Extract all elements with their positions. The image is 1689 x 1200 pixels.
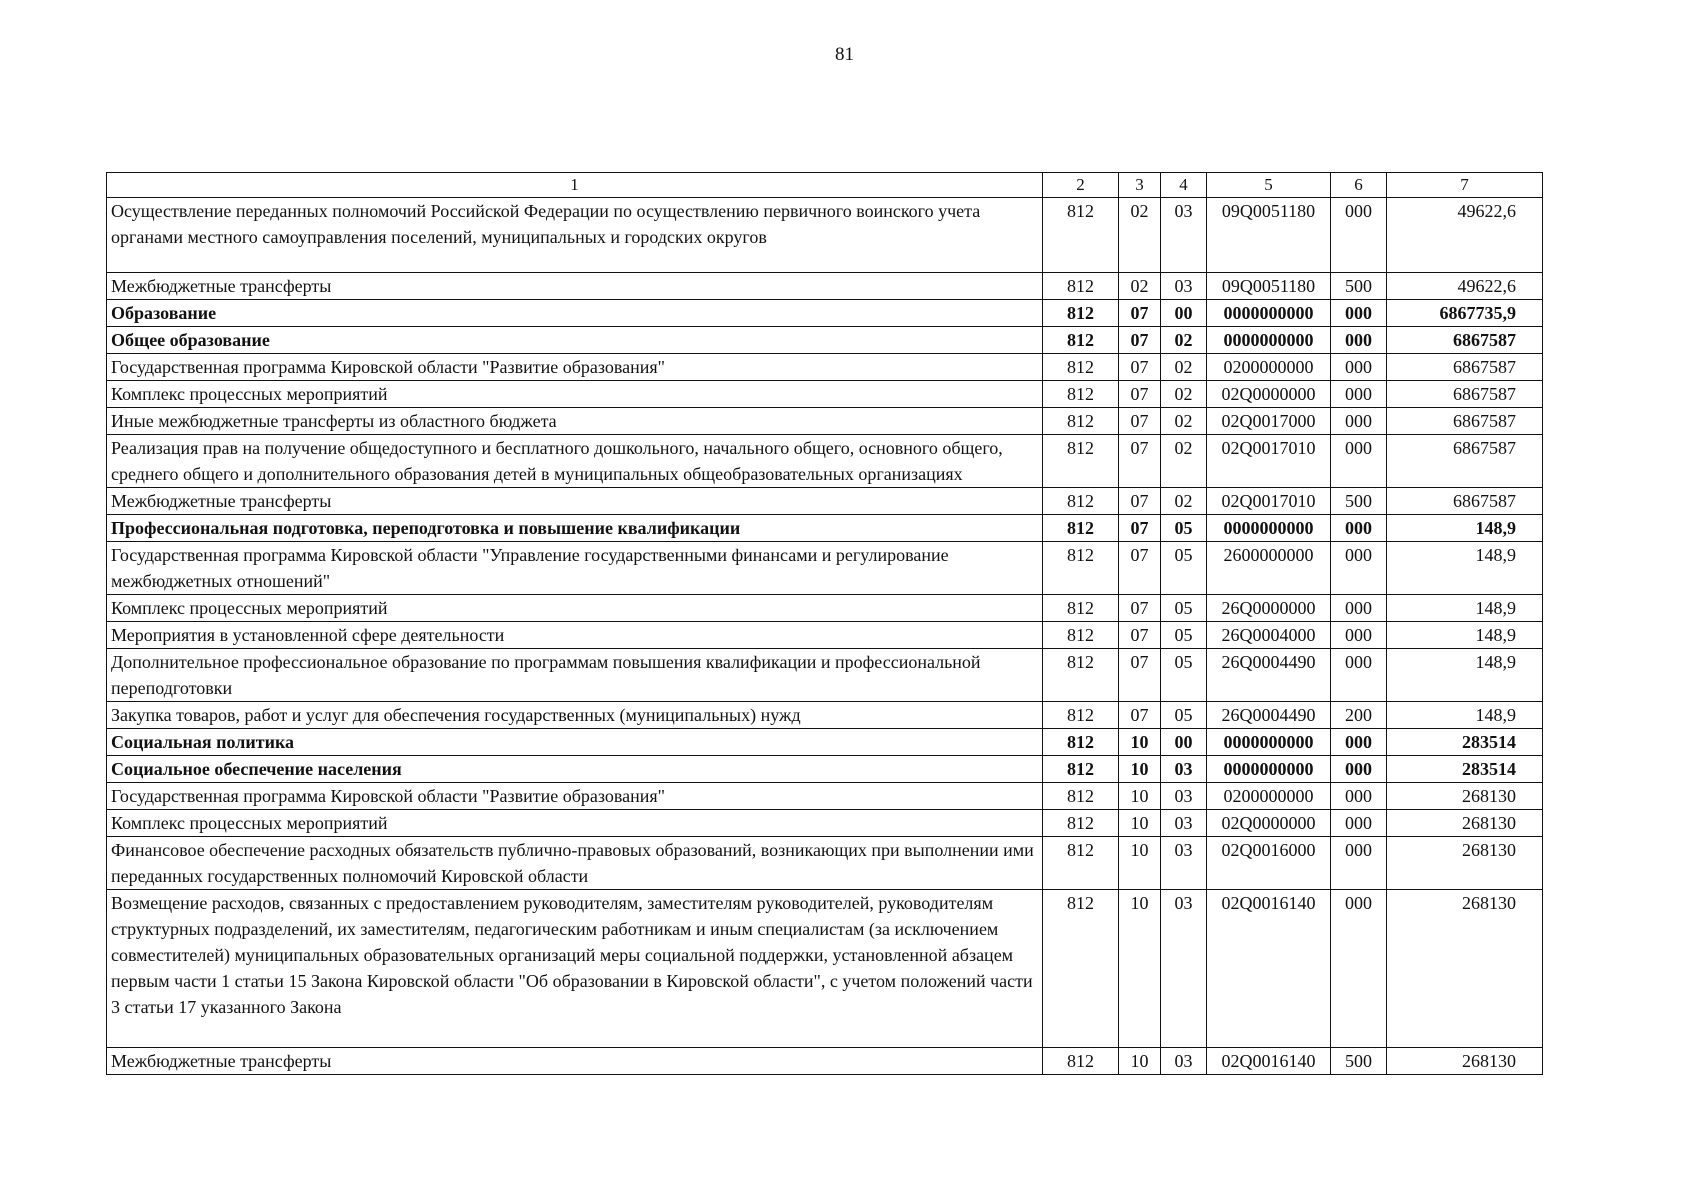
row-amount-cell: 148,9 xyxy=(1387,595,1543,622)
row-subsection-cell: 02 xyxy=(1161,488,1207,515)
row-section-cell: 10 xyxy=(1119,756,1161,783)
row-name-cell: Мероприятия в установленной сфере деятельности xyxy=(107,622,1043,649)
row-section-cell: 07 xyxy=(1119,488,1161,515)
row-name-cell: Реализация прав на получение общедоступного и бесплатного дошкольного, начального общего, основного общего, среднего общего и дополнительного образования детей в муниципальных общеобразовательных организациях xyxy=(107,435,1043,488)
row-expense-type-cell: 000 xyxy=(1331,300,1387,327)
table-row xyxy=(107,837,1543,890)
row-subsection-cell: 02 xyxy=(1161,381,1207,408)
row-expense-type-cell: 000 xyxy=(1331,515,1387,542)
row-name-cell: Осуществление переданных полномочий Российской Федерации по осуществлению первичного воинского учета органами местного самоуправления поселений, муниципальных и городских округов xyxy=(107,198,1043,273)
table-row xyxy=(107,1048,1543,1075)
column-header-4: 4 xyxy=(1161,173,1207,198)
row-section-cell: 07 xyxy=(1119,381,1161,408)
row-expense-type-cell: 000 xyxy=(1331,354,1387,381)
row-expense-type-cell: 000 xyxy=(1331,890,1387,1048)
row-expense-type-cell: 500 xyxy=(1331,1048,1387,1075)
row-expense-type-cell: 000 xyxy=(1331,435,1387,488)
row-admin-code-cell: 812 xyxy=(1043,622,1119,649)
table-header-row xyxy=(107,173,1543,198)
row-name-cell: Межбюджетные трансферты xyxy=(107,273,1043,300)
row-admin-code-cell: 812 xyxy=(1043,327,1119,354)
row-subsection-cell: 02 xyxy=(1161,408,1207,435)
row-target-article-cell: 02Q0017010 xyxy=(1207,488,1331,515)
row-expense-type-cell: 000 xyxy=(1331,729,1387,756)
row-expense-type-cell: 000 xyxy=(1331,649,1387,702)
row-admin-code-cell: 812 xyxy=(1043,810,1119,837)
row-admin-code-cell: 812 xyxy=(1043,488,1119,515)
row-target-article-cell: 26Q0004490 xyxy=(1207,702,1331,729)
row-amount-cell: 148,9 xyxy=(1387,622,1543,649)
row-subsection-cell: 03 xyxy=(1161,890,1207,1048)
row-amount-cell: 148,9 xyxy=(1387,649,1543,702)
page-number: 81 xyxy=(835,44,854,65)
row-section-cell: 07 xyxy=(1119,622,1161,649)
row-amount-cell: 268130 xyxy=(1387,810,1543,837)
row-name-cell: Образование xyxy=(107,300,1043,327)
row-admin-code-cell: 812 xyxy=(1043,649,1119,702)
row-expense-type-cell: 500 xyxy=(1331,273,1387,300)
row-subsection-cell: 03 xyxy=(1161,756,1207,783)
table-row xyxy=(107,649,1543,702)
row-amount-cell: 268130 xyxy=(1387,1048,1543,1075)
row-admin-code-cell: 812 xyxy=(1043,837,1119,890)
row-name-cell: Иные межбюджетные трансферты из областного бюджета xyxy=(107,408,1043,435)
row-expense-type-cell: 000 xyxy=(1331,408,1387,435)
row-subsection-cell: 02 xyxy=(1161,354,1207,381)
row-admin-code-cell: 812 xyxy=(1043,595,1119,622)
row-subsection-cell: 05 xyxy=(1161,595,1207,622)
row-amount-cell: 148,9 xyxy=(1387,702,1543,729)
row-name-cell: Финансовое обеспечение расходных обязательств публично-правовых образований, возникающих при выполнении ими переданных государственных полномочий Кировской области xyxy=(107,837,1043,890)
table-row xyxy=(107,810,1543,837)
row-expense-type-cell: 000 xyxy=(1331,327,1387,354)
row-name-cell: Закупка товаров, работ и услуг для обеспечения государственных (муниципальных) нужд xyxy=(107,702,1043,729)
row-admin-code-cell: 812 xyxy=(1043,198,1119,273)
row-name-cell: Комплекс процессных мероприятий xyxy=(107,810,1043,837)
row-subsection-cell: 00 xyxy=(1161,729,1207,756)
row-target-article-cell: 02Q0017000 xyxy=(1207,408,1331,435)
budget-table xyxy=(106,172,1543,1075)
row-target-article-cell: 0000000000 xyxy=(1207,327,1331,354)
row-subsection-cell: 02 xyxy=(1161,435,1207,488)
row-subsection-cell: 02 xyxy=(1161,327,1207,354)
row-section-cell: 07 xyxy=(1119,435,1161,488)
row-expense-type-cell: 000 xyxy=(1331,837,1387,890)
row-section-cell: 10 xyxy=(1119,837,1161,890)
row-amount-cell: 6867587 xyxy=(1387,354,1543,381)
row-subsection-cell: 05 xyxy=(1161,702,1207,729)
row-subsection-cell: 03 xyxy=(1161,837,1207,890)
row-amount-cell: 49622,6 xyxy=(1387,273,1543,300)
row-target-article-cell: 0200000000 xyxy=(1207,354,1331,381)
row-target-article-cell: 26Q0004490 xyxy=(1207,649,1331,702)
table-row xyxy=(107,488,1543,515)
row-name-cell: Общее образование xyxy=(107,327,1043,354)
row-amount-cell: 283514 xyxy=(1387,756,1543,783)
row-name-cell: Социальная политика xyxy=(107,729,1043,756)
row-expense-type-cell: 000 xyxy=(1331,381,1387,408)
row-section-cell: 10 xyxy=(1119,1048,1161,1075)
row-section-cell: 07 xyxy=(1119,542,1161,595)
row-amount-cell: 6867587 xyxy=(1387,327,1543,354)
table-row xyxy=(107,300,1543,327)
row-target-article-cell: 2600000000 xyxy=(1207,542,1331,595)
row-section-cell: 07 xyxy=(1119,354,1161,381)
row-subsection-cell: 05 xyxy=(1161,542,1207,595)
row-section-cell: 07 xyxy=(1119,595,1161,622)
table-row xyxy=(107,622,1543,649)
row-amount-cell: 49622,6 xyxy=(1387,198,1543,273)
column-header-5: 5 xyxy=(1207,173,1331,198)
row-name-cell: Дополнительное профессиональное образование по программам повышения квалификации и профессиональной переподготовки xyxy=(107,649,1043,702)
row-target-article-cell: 02Q0016140 xyxy=(1207,890,1331,1048)
row-expense-type-cell: 200 xyxy=(1331,702,1387,729)
row-name-cell: Государственная программа Кировской области "Управление государственными финансами и регулирование межбюджетных отношений" xyxy=(107,542,1043,595)
row-target-article-cell: 0000000000 xyxy=(1207,300,1331,327)
row-admin-code-cell: 812 xyxy=(1043,435,1119,488)
row-section-cell: 10 xyxy=(1119,783,1161,810)
row-section-cell: 10 xyxy=(1119,729,1161,756)
row-name-cell: Возмещение расходов, связанных с предоставлением руководителям, заместителям руководителей, руководителям структурных подразделений, их заместителям, педагогическим работникам и иным специалистам (за исключением совместителей) муниципальных образовательных организаций меры социальной поддержки, установленной абзацем первым части 1 статьи 15 Закона Кировской области "Об образовании в Кировской области", с учетом положений части 3 статьи 17 указанного Закона xyxy=(107,890,1043,1048)
column-header-6: 6 xyxy=(1331,173,1387,198)
row-section-cell: 02 xyxy=(1119,198,1161,273)
row-admin-code-cell: 812 xyxy=(1043,702,1119,729)
row-subsection-cell: 05 xyxy=(1161,622,1207,649)
row-target-article-cell: 09Q0051180 xyxy=(1207,198,1331,273)
row-expense-type-cell: 000 xyxy=(1331,756,1387,783)
row-section-cell: 07 xyxy=(1119,515,1161,542)
row-subsection-cell: 05 xyxy=(1161,649,1207,702)
row-target-article-cell: 02Q0016140 xyxy=(1207,1048,1331,1075)
row-name-cell: Профессиональная подготовка, переподготовка и повышение квалификации xyxy=(107,515,1043,542)
row-amount-cell: 6867587 xyxy=(1387,381,1543,408)
row-section-cell: 07 xyxy=(1119,300,1161,327)
column-header-2: 2 xyxy=(1043,173,1119,198)
row-target-article-cell: 02Q0000000 xyxy=(1207,810,1331,837)
row-amount-cell: 6867587 xyxy=(1387,435,1543,488)
table-row xyxy=(107,198,1543,273)
row-expense-type-cell: 000 xyxy=(1331,198,1387,273)
table-row xyxy=(107,890,1543,1048)
row-target-article-cell: 09Q0051180 xyxy=(1207,273,1331,300)
row-amount-cell: 6867587 xyxy=(1387,408,1543,435)
table-row xyxy=(107,595,1543,622)
row-section-cell: 10 xyxy=(1119,810,1161,837)
table-row xyxy=(107,729,1543,756)
row-name-cell: Комплекс процессных мероприятий xyxy=(107,381,1043,408)
row-expense-type-cell: 000 xyxy=(1331,783,1387,810)
row-subsection-cell: 05 xyxy=(1161,515,1207,542)
row-section-cell: 07 xyxy=(1119,702,1161,729)
row-section-cell: 07 xyxy=(1119,408,1161,435)
table-row xyxy=(107,542,1543,595)
row-section-cell: 02 xyxy=(1119,273,1161,300)
row-admin-code-cell: 812 xyxy=(1043,542,1119,595)
row-admin-code-cell: 812 xyxy=(1043,354,1119,381)
row-amount-cell: 268130 xyxy=(1387,890,1543,1048)
row-admin-code-cell: 812 xyxy=(1043,756,1119,783)
row-admin-code-cell: 812 xyxy=(1043,783,1119,810)
table-row xyxy=(107,408,1543,435)
column-header-3: 3 xyxy=(1119,173,1161,198)
row-target-article-cell: 02Q0017010 xyxy=(1207,435,1331,488)
table-row xyxy=(107,381,1543,408)
table-row xyxy=(107,354,1543,381)
row-name-cell: Социальное обеспечение населения xyxy=(107,756,1043,783)
row-subsection-cell: 03 xyxy=(1161,198,1207,273)
row-expense-type-cell: 000 xyxy=(1331,622,1387,649)
row-subsection-cell: 03 xyxy=(1161,810,1207,837)
row-subsection-cell: 03 xyxy=(1161,273,1207,300)
row-admin-code-cell: 812 xyxy=(1043,381,1119,408)
row-admin-code-cell: 812 xyxy=(1043,890,1119,1048)
row-target-article-cell: 02Q0000000 xyxy=(1207,381,1331,408)
table-row xyxy=(107,783,1543,810)
column-header-7: 7 xyxy=(1387,173,1543,198)
row-subsection-cell: 03 xyxy=(1161,783,1207,810)
row-section-cell: 07 xyxy=(1119,649,1161,702)
row-amount-cell: 268130 xyxy=(1387,837,1543,890)
table-row xyxy=(107,273,1543,300)
table-row xyxy=(107,435,1543,488)
row-name-cell: Государственная программа Кировской области "Развитие образования" xyxy=(107,783,1043,810)
row-amount-cell: 283514 xyxy=(1387,729,1543,756)
row-subsection-cell: 00 xyxy=(1161,300,1207,327)
row-amount-cell: 268130 xyxy=(1387,783,1543,810)
table-row xyxy=(107,515,1543,542)
table-body xyxy=(107,198,1543,1075)
row-section-cell: 07 xyxy=(1119,327,1161,354)
row-name-cell: Комплекс процессных мероприятий xyxy=(107,595,1043,622)
table-row xyxy=(107,756,1543,783)
row-name-cell: Государственная программа Кировской области "Развитие образования" xyxy=(107,354,1043,381)
column-header-1: 1 xyxy=(107,173,1043,198)
row-amount-cell: 6867735,9 xyxy=(1387,300,1543,327)
table-row xyxy=(107,702,1543,729)
row-target-article-cell: 0000000000 xyxy=(1207,729,1331,756)
row-expense-type-cell: 000 xyxy=(1331,542,1387,595)
row-admin-code-cell: 812 xyxy=(1043,1048,1119,1075)
row-target-article-cell: 26Q0004000 xyxy=(1207,622,1331,649)
row-target-article-cell: 0000000000 xyxy=(1207,515,1331,542)
row-admin-code-cell: 812 xyxy=(1043,273,1119,300)
table-row xyxy=(107,327,1543,354)
row-target-article-cell: 0200000000 xyxy=(1207,783,1331,810)
row-subsection-cell: 03 xyxy=(1161,1048,1207,1075)
row-expense-type-cell: 000 xyxy=(1331,595,1387,622)
row-expense-type-cell: 000 xyxy=(1331,810,1387,837)
row-name-cell: Межбюджетные трансферты xyxy=(107,488,1043,515)
row-target-article-cell: 02Q0016000 xyxy=(1207,837,1331,890)
row-admin-code-cell: 812 xyxy=(1043,729,1119,756)
row-amount-cell: 148,9 xyxy=(1387,515,1543,542)
row-name-cell: Межбюджетные трансферты xyxy=(107,1048,1043,1075)
row-expense-type-cell: 500 xyxy=(1331,488,1387,515)
row-target-article-cell: 0000000000 xyxy=(1207,756,1331,783)
row-target-article-cell: 26Q0000000 xyxy=(1207,595,1331,622)
row-admin-code-cell: 812 xyxy=(1043,300,1119,327)
row-section-cell: 10 xyxy=(1119,890,1161,1048)
row-admin-code-cell: 812 xyxy=(1043,408,1119,435)
row-amount-cell: 6867587 xyxy=(1387,488,1543,515)
row-amount-cell: 148,9 xyxy=(1387,542,1543,595)
row-admin-code-cell: 812 xyxy=(1043,515,1119,542)
